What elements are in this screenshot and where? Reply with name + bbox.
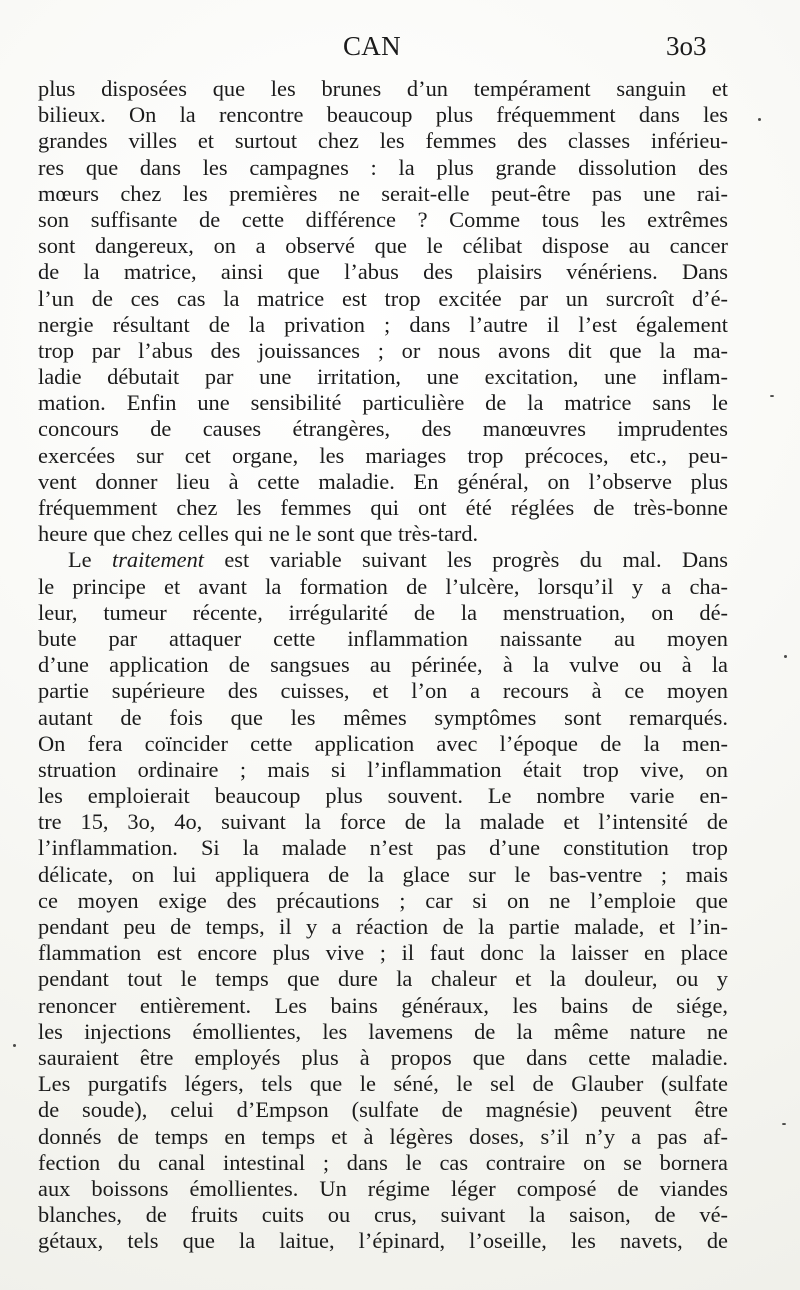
page-number: 3o3 [666,31,707,61]
text-line: pendant tout le temps que dure la chaleur et la douleur, ou y [38,966,728,992]
text-line: struation ordinaire ; mais si l’inflammation était trop vive, on [38,756,728,782]
text-line: trop par l’abus des jouissances ; or nous avons dit que la ma- [38,337,728,363]
text-line: concours de causes étrangères, des manœuvres imprudentes [38,416,728,442]
text-line: donnés de temps en temps et à légères doses, s’il n’y a pas af- [38,1123,728,1149]
line-remainder: est variable suivant les progrès du mal. Dans [224,547,728,573]
text-line: mœurs chez les premières ne serait-elle peut-être pas une rai- [38,180,728,206]
text-line: l’inflammation. Si la malade n’est pas d’une constitution trop [38,835,728,861]
text-line: partie supérieure des cuisses, et l’on a recours à ce moyen [38,678,728,704]
text-line: bute par attaquer cette inflammation naissante au moyen [38,625,728,651]
ink-speck [13,1044,16,1047]
paragraph-treatment [38,547,728,1254]
text-line: leur, tumeur récente, irrégularité de la menstruation, on dé- [38,599,728,625]
ink-speck [770,395,774,397]
text-line: Les purgatifs légers, tels que le séné, le sel de Glauber (sulfate [38,1071,728,1097]
text-line: heure que chez celles qui ne le sont que très-tard. [38,521,479,547]
text-line: plus disposées que les brunes d’un tempérament sanguin et [38,76,728,101]
text-line: flammation est encore plus vive ; il faut donc la laisser en place [38,940,728,966]
text-line: de soude), celui d’Empson (sulfate de magnésie) peuvent être [38,1097,728,1123]
treatment-first-line [38,547,728,573]
text-line: exercées sur cet organe, les mariages trop précoces, etc., peu- [38,442,728,468]
text-line: délicate, on lui appliquera de la glace sur le bas-ventre ; mais [38,861,728,887]
text-line: ce moyen exige des précautions ; car si on ne l’emploie que [38,887,728,913]
lead-word: Le [68,547,92,573]
text-line: blanches, de fruits cuits ou crus, suivant la saison, de vé- [38,1202,728,1228]
text-line: autant de fois que les mêmes symptômes sont remarqués. [38,704,728,730]
text-line: sauraient être employés plus à propos que dans cette maladie. [38,1044,728,1070]
text-line: gétaux, tels que la laitue, l’épinard, l’oseille, les navets, de [38,1228,728,1254]
text-line: vent donner lieu à cette maladie. En général, on l’observe plus [38,468,728,494]
ink-speck [758,118,761,121]
body-text [38,76,728,1254]
text-line: pendant peu de temps, il y a réaction de la partie malade, et l’in- [38,914,728,939]
text-line: sont dangereux, on a observé que le célibat dispose au cancer [38,233,728,259]
text-line: les emploierait beaucoup plus souvent. Le nombre varie en- [38,783,728,809]
ink-speck [782,1123,786,1125]
text-line: aux boissons émollientes. Un régime léger composé de viandes [38,1175,728,1201]
text-line: grandes villes et surtout chez les femmes des classes inférieu- [38,128,728,154]
text-line: tre 15, 3o, 4o, suivant la force de la malade et l’intensité de [38,809,728,835]
paragraph-causes [38,76,728,547]
text-line: On fera coïncider cette application avec l’époque de la men- [38,730,728,756]
emphasis-word: traitement [111,547,205,573]
text-line: fréquemment chez les femmes qui ont été réglées de très-bonne [38,495,728,520]
text-line: mation. Enfin une sensibilité particulière de la matrice sans le [38,390,728,416]
text-line: son suffisante de cette différence ? Comme tous les extrêmes [38,206,728,232]
text-line: bilieux. On la rencontre beaucoup plus fréquemment dans les [38,102,728,128]
text-line: de la matrice, ainsi que l’abus des plaisirs vénériens. Dans [38,259,728,285]
ink-speck [784,655,787,658]
text-line: renoncer entièrement. Les bains généraux, les bains de siége, [38,992,728,1018]
text-line: l’un de ces cas la matrice est trop excitée par un surcroît d’é- [38,285,728,311]
text-line: le principe et avant la formation de l’ulcère, lorsqu’il y a cha- [38,573,728,599]
text-line: fection du canal intestinal ; dans le cas contraire on se bornera [38,1149,728,1175]
running-title: CAN [343,31,401,61]
text-line: nergie résultant de la privation ; dans l’autre il l’est également [38,311,728,337]
text-line: d’une application de sangsues au périnée, à la vulve ou à la [38,652,728,678]
text-line: les injections émollientes, les lavemens de la même nature ne [38,1018,728,1044]
text-line: ladie débutait par une irritation, une excitation, une inflam- [38,364,728,390]
text-line: res que dans les campagnes : la plus grande dissolution des [38,154,728,180]
